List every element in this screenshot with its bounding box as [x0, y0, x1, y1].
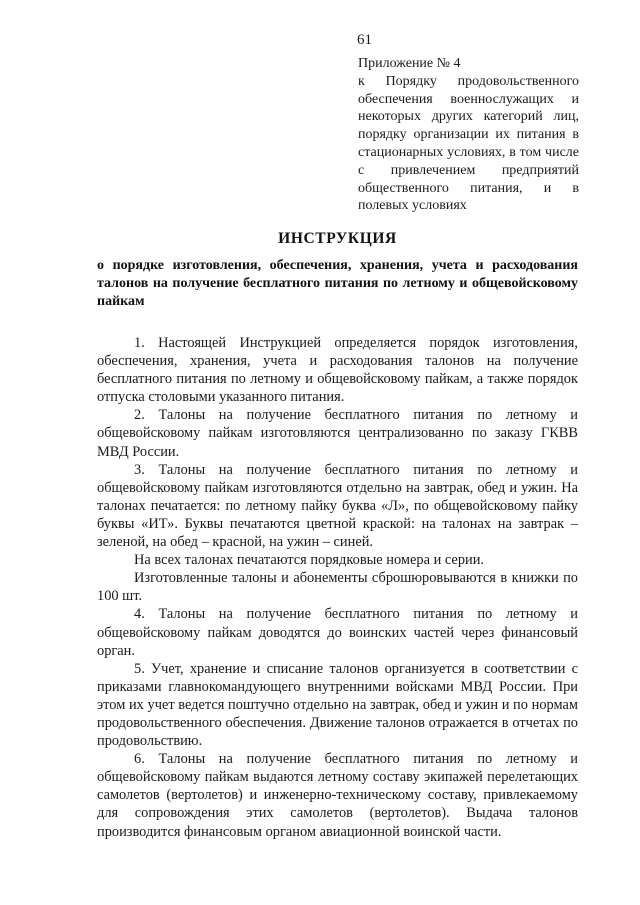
page-number: 61 — [357, 32, 372, 48]
paragraph-6: 6. Талоны на получение бесплатного питания по летному и общевойсковому пайкам выдаются летному составу экипажей перелетающих самолетов (вертолетов) и инженерно-техническому составу, привлекаемому для сопровождения этих самолетов (вертолетов). Выдача талонов производится финансовым органом авиационной воинской части. — [97, 751, 578, 840]
document-body — [97, 334, 578, 841]
appendix-label: Приложение № 4 — [358, 56, 461, 71]
paragraph-3: 3. Талоны на получение бесплатного питания по летному и общевойсковому пайкам изготовляются отдельно на завтрак, обед и ужин. На талонах печатается: по летному пайку буква «Л», по общевойсковому пайку буквы «ИТ». Буквы печатаются цветной краской: на талонах на завтрак – зеленой, на обед – красной, на ужин – синей. — [97, 461, 578, 551]
paragraph-5: 5. Учет, хранение и списание талонов организуется в соответствии с приказами главнокомандующего внутренними войсками МВД России. При этом их учет ведется поштучно отдельно на завтрак, обед и ужин и по нормам продовольственного обеспечения. Движение талонов отражается в отчетах по продовольствию. — [97, 660, 578, 750]
paragraph-1: 1. Настоящей Инструкцией определяется порядок изготовления, обеспечения, хранения, учета и расходования талонов на получение бесплатного питания по летному и общевойсковому пайкам, а также порядок отпуска столовыми указанного питания. — [97, 335, 578, 406]
appendix-header — [358, 55, 579, 215]
appendix-reference-text: к Порядку продовольственного обеспечения военнослужащих и некоторых других категорий лиц, порядку организации их питания в стационарных условиях, в том числе с привлечением предприятий общественного питания, и в полевых условиях — [358, 73, 579, 214]
paragraph-3b: Изготовленные талоны и абонементы сброшюровываются в книжки по 100 шт. — [97, 570, 578, 605]
paragraph-3a: На всех талонах печатаются порядковые номера и серии. — [134, 552, 485, 569]
document-title: ИНСТРУКЦИЯ — [278, 230, 397, 247]
paragraph-2: 2. Талоны на получение бесплатного питания по летному и общевойсковому пайкам изготовляются централизованно по заказу ГКВВ МВД России. — [97, 407, 578, 460]
document-subtitle: о порядке изготовления, обеспечения, хранения, учета и расходования талонов на получение бесплатного питания по летному и общевойсковому пайкам — [97, 258, 578, 310]
paragraph-4: 4. Талоны на получение бесплатного питания по летному и общевойсковому пайкам доводятся до воинских частей через финансовый орган. — [97, 606, 578, 659]
